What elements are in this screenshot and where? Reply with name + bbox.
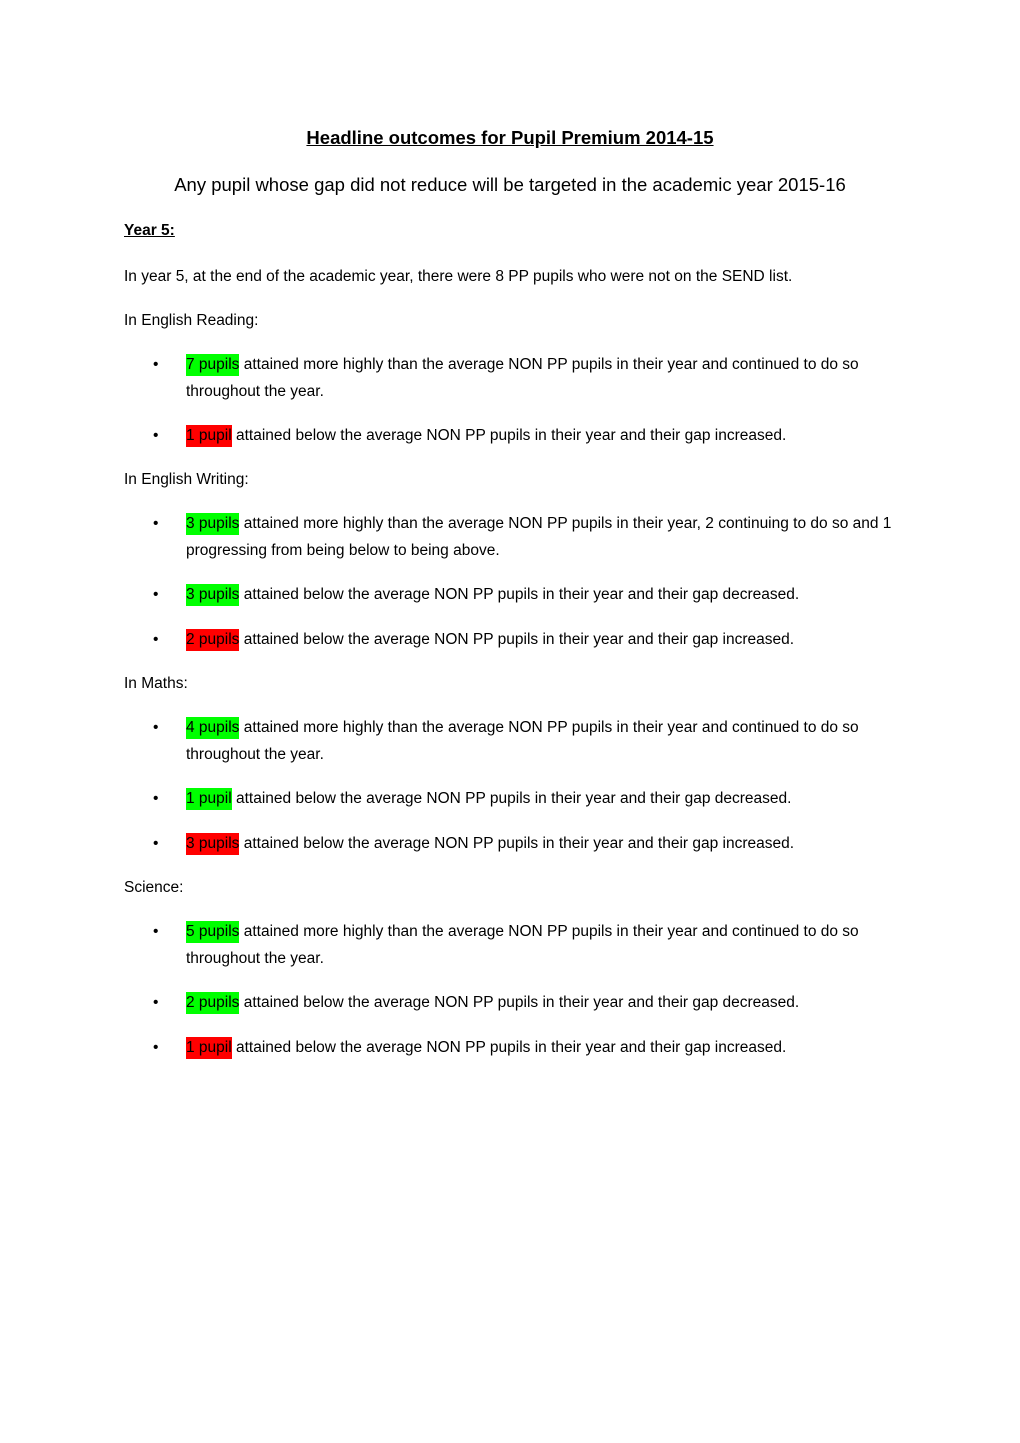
bullet-icon: • [153,994,159,1011]
list-item [153,918,903,972]
list-item [153,1034,903,1061]
bullet-icon: • [153,515,159,532]
document-subtitle: Any pupil whose gap did not reduce will be targeted in the academic year 2015-16 [174,174,846,195]
highlight-green: 1 pupil [186,788,232,810]
item-text: attained below the average NON PP pupils in their year and their gap decreased. [239,586,800,603]
bullet-icon: • [153,356,159,373]
bullet-icon: • [153,719,159,736]
document-title: Headline outcomes for Pupil Premium 2014-15 [306,127,714,148]
section-heading-english-writing: In English Writing: [124,471,249,488]
intro-paragraph: In year 5, at the end of the academic year, there were 8 PP pupils who were not on the SEND list. [124,268,793,285]
bullet-icon: • [153,586,159,603]
list-item [153,351,903,405]
highlight-red: 3 pupils [186,833,239,855]
item-text: attained below the average NON PP pupils in their year and their gap increased. [231,427,787,444]
highlight-green: 2 pupils [186,992,239,1014]
bullet-icon: • [153,1039,159,1056]
section-heading-maths: In Maths: [124,675,188,692]
item-text: attained more highly than the average NON PP pupils in their year and continued to do so throughout the year. [186,923,859,967]
bullet-icon: • [153,427,159,444]
highlight-green: 3 pupils [186,584,239,606]
bullet-icon: • [153,835,159,852]
highlight-red: 1 pupil [186,1037,232,1059]
list-item [153,422,903,449]
item-text: attained below the average NON PP pupils in their year and their gap increased. [239,631,795,648]
item-text: attained below the average NON PP pupils in their year and their gap decreased. [231,790,792,807]
list-item [153,510,903,564]
item-text: attained below the average NON PP pupils in their year and their gap decreased. [239,994,800,1011]
bullet-icon: • [153,790,159,807]
highlight-red: 2 pupils [186,629,239,651]
year-heading: Year 5: [124,222,175,239]
section-heading-science: Science: [124,879,184,896]
item-text: attained more highly than the average NON PP pupils in their year and continued to do so throughout the year. [186,719,859,763]
list-item [153,830,903,857]
list-item [153,989,903,1016]
list-item [153,626,903,653]
list-item [153,785,903,812]
highlight-red: 1 pupil [186,425,232,447]
section-heading-english-reading: In English Reading: [124,312,259,329]
item-text: attained below the average NON PP pupils in their year and their gap increased. [239,835,795,852]
list-item [153,714,903,768]
list-item [153,581,903,608]
item-text: attained below the average NON PP pupils in their year and their gap increased. [231,1039,787,1056]
highlight-green: 5 pupils [186,921,239,943]
highlight-green: 7 pupils [186,354,239,376]
highlight-green: 4 pupils [186,717,239,739]
highlight-green: 3 pupils [186,513,239,535]
item-text: attained more highly than the average NON PP pupils in their year, 2 continuing to do so and 1 progressing from being below to being above. [186,515,892,559]
bullet-icon: • [153,631,159,648]
item-text: attained more highly than the average NON PP pupils in their year and continued to do so throughout the year. [186,356,859,400]
bullet-icon: • [153,923,159,940]
